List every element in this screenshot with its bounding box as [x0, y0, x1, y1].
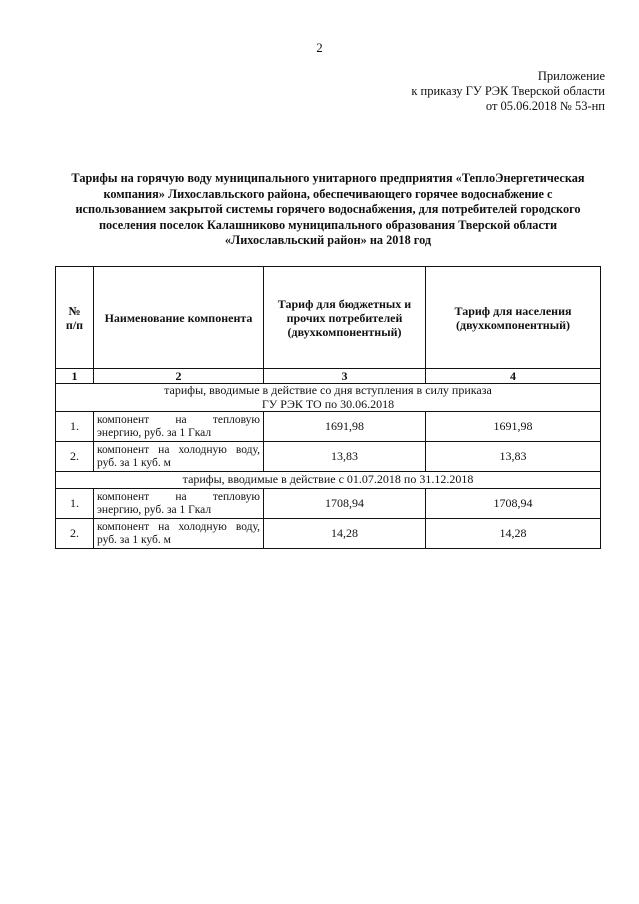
- row-budget-tariff: 1708,94: [264, 489, 426, 519]
- appendix-date-line: от 05.06.2018 № 53-нп: [485, 99, 605, 113]
- row-component: компонент на холодную воду, руб. за 1 куб. м: [94, 519, 264, 549]
- page-number: 2: [316, 40, 323, 55]
- table-row: [56, 442, 601, 472]
- column-number: 3: [264, 369, 426, 384]
- row-budget-tariff: 13,83: [264, 442, 426, 472]
- header-budget: Тариф для бюджетных и прочих потребителей (двухкомпонентный): [264, 267, 426, 369]
- table-row: [56, 412, 601, 442]
- period-label: тарифы, вводимые в действие с 01.07.2018 по 31.12.2018: [56, 472, 601, 489]
- row-budget-tariff: 1691,98: [264, 412, 426, 442]
- header-num: [56, 267, 94, 369]
- header-population: Тариф для населения (двухкомпонентный): [426, 267, 601, 369]
- appendix-line: Приложение: [537, 69, 605, 83]
- period-label: [56, 384, 601, 412]
- tariff-table: [55, 266, 601, 549]
- table-row: [56, 519, 601, 549]
- row-component: компонент на тепловую энергию, руб. за 1 Гкал: [94, 489, 264, 519]
- period-row: [56, 472, 601, 489]
- period-row: [56, 384, 601, 412]
- table-row: [56, 489, 601, 519]
- column-number: 2: [94, 369, 264, 384]
- row-population-tariff: 14,28: [426, 519, 601, 549]
- appendix-block: [411, 69, 605, 114]
- header-num-sign: №: [68, 303, 81, 318]
- column-number: 1: [56, 369, 94, 384]
- period-label-line: ГУ РЭК ТО по 30.06.2018: [261, 396, 395, 411]
- column-number: 4: [426, 369, 601, 384]
- row-component: компонент на тепловую энергию, руб. за 1 Гкал: [94, 412, 264, 442]
- row-num: 2.: [56, 442, 94, 472]
- row-num: 2.: [56, 519, 94, 549]
- row-num: 1.: [56, 489, 94, 519]
- header-num-label: п/п: [65, 317, 84, 332]
- row-population-tariff: 1708,94: [426, 489, 601, 519]
- row-population-tariff: 13,83: [426, 442, 601, 472]
- period-label-line: тарифы, вводимые в действие со дня вступления в силу приказа: [164, 383, 492, 397]
- row-population-tariff: 1691,98: [426, 412, 601, 442]
- header-name: Наименование компонента: [94, 267, 264, 369]
- row-budget-tariff: 14,28: [264, 519, 426, 549]
- column-number-row: [56, 369, 601, 384]
- row-component: компонент на холодную воду, руб. за 1 куб. м: [94, 442, 264, 472]
- appendix-order-line: к приказу ГУ РЭК Тверской области: [411, 84, 605, 98]
- document-title: Тарифы на горячую воду муниципального унитарного предприятия «ТеплоЭнергетическая компания» Лихославльского района, обеспечивающего горячее водоснабжение с использованием закрытой системы горячего водоснабжения, для потребителей городского поселения поселок Калашниково муниципального образования Тверской области «Лихославльский район» на 2018 год: [71, 171, 585, 247]
- table-header-row: [56, 267, 601, 369]
- row-num: 1.: [56, 412, 94, 442]
